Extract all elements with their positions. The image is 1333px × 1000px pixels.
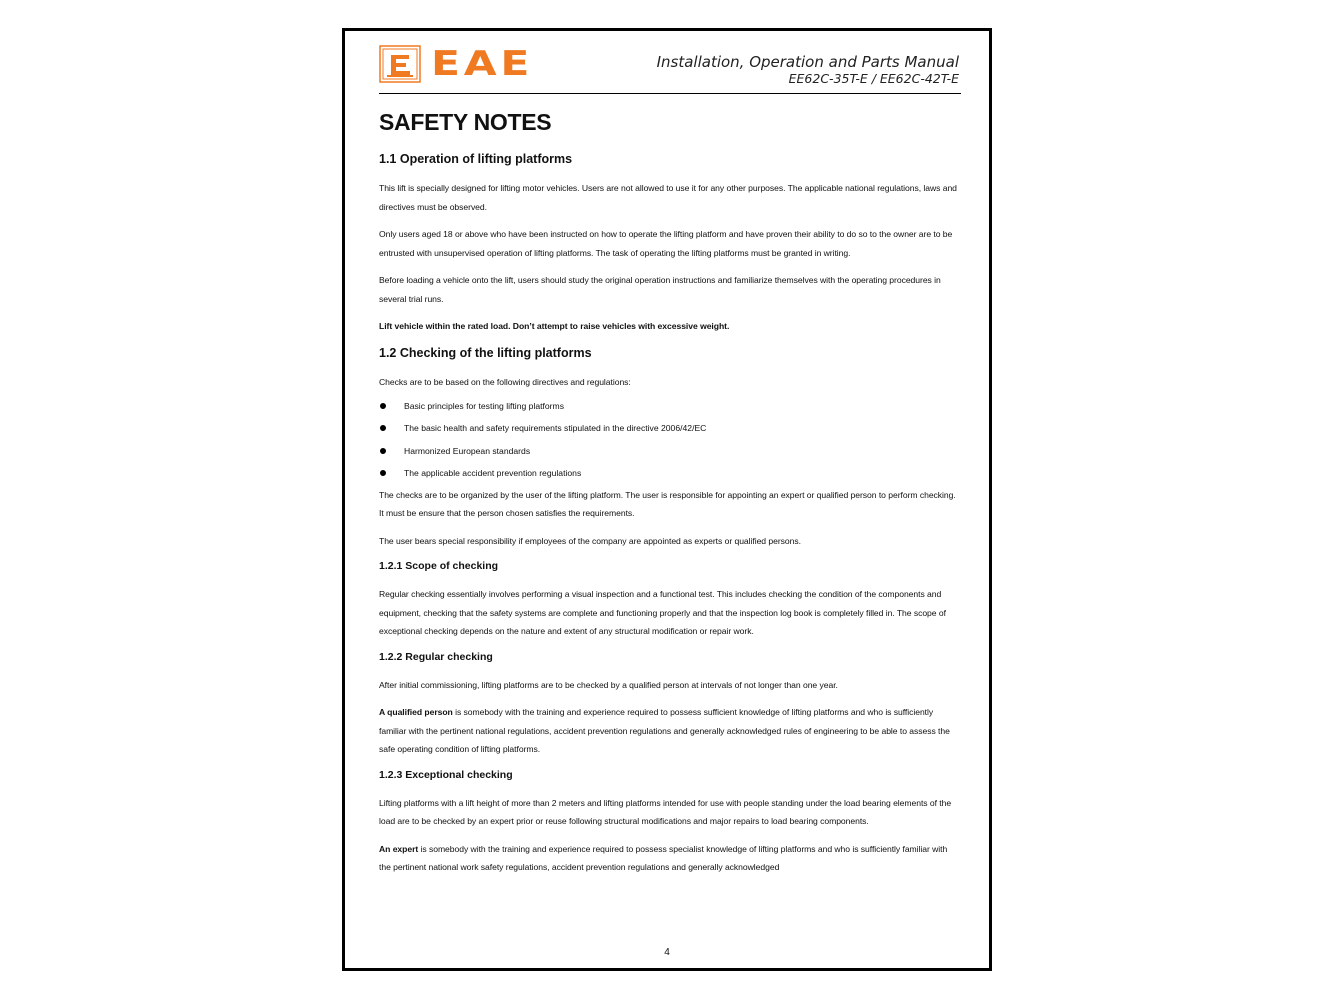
term-expert: An expert: [379, 843, 419, 854]
eae-logo-icon: [379, 45, 421, 83]
paragraph: The user bears special responsibility if employees of the company are appointed as experts or qualified persons.: [379, 535, 801, 546]
paragraph: Before loading a vehicle onto the lift, users should study the original operation instructions and familiarize themselves with the operating procedures in several trial runs.: [379, 275, 941, 304]
logo-wordmark: EAE: [431, 44, 534, 84]
paragraph: Regular checking essentially involves performing a visual inspection and a functional test. This includes checking the condition of the components and equipment, checking that the safety systems are complete and functioning properly and that the inspection log book is completely filled in. The scope of exceptional checking depends on the nature and extent of any structural modification or repair work.: [379, 589, 946, 637]
load-warning: Lift vehicle within the rated load. Don’t attempt to raise vehicles with excessive weight.: [379, 321, 730, 331]
paragraph: Lifting platforms with a lift height of more than 2 meters and lifting platforms intended for use with people standing under the load bearing elements of the load are to be checked by an expert prior or reuse following structural modifications and major repairs to load bearing components.: [379, 797, 952, 827]
section-heading-1-2-1: 1.2.1 Scope of checking: [379, 560, 499, 573]
document-page: [342, 28, 992, 971]
section-heading-1-1: 1.1 Operation of lifting platforms: [379, 152, 573, 166]
paragraph: [379, 840, 961, 877]
paragraph: Checks are to be based on the following directives and regulations:: [379, 376, 631, 387]
paragraph: This lift is specially designed for lifting motor vehicles. Users are not allowed to use it for any other purposes. The applicable national regulations, laws and directives must be observed.: [379, 183, 957, 212]
term-qualified-person: A qualified person: [379, 707, 453, 718]
list-item: Harmonized European standards: [379, 440, 961, 462]
model-numbers: EE62C-35T-E / EE62C-42T-E: [788, 71, 959, 86]
paragraph: After initial commissioning, lifting platforms are to be checked by a qualified person at intervals of not longer than one year.: [379, 679, 838, 690]
section-heading-1-2-3: 1.2.3 Exceptional checking: [379, 768, 513, 781]
paragraph: Only users aged 18 or above who have been instructed on how to operate the lifting platform and have proven their ability to do so to the owner are to be entrusted with unsupervised operation of lifting platforms. The task of operating the lifting platforms must be granted in writing.: [379, 229, 953, 258]
definition-text: is somebody with the training and experience required to possess sufficient knowledge of lifting platforms and who is sufficiently familiar with the pertinent national regulations, accident prevention regulations and generally acknowledged rules of engineering to be able to assess the safe operating condition of lifting platforms.: [379, 707, 950, 755]
page-title: SAFETY NOTES: [379, 109, 552, 135]
header-info: [657, 53, 959, 87]
section-heading-1-2: 1.2 Checking of the lifting platforms: [379, 345, 592, 360]
paragraph: The checks are to be organized by the user of the lifting platform. The user is responsible for appointing an expert or qualified person to perform checking. It must be ensure that the person chosen satisfies the requirements.: [379, 489, 956, 519]
section-heading-1-2-2: 1.2.2 Regular checking: [379, 650, 493, 663]
regulations-list: [379, 395, 961, 485]
definition-text: is somebody with the training and experience required to possess specialist knowledge of lifting platforms and who is sufficiently familiar with the pertinent national work safety regulations, accident prevention regulations and generally acknowledged: [379, 843, 948, 873]
manual-title: Installation, Operation and Parts Manual: [656, 53, 959, 71]
page-content: [379, 107, 961, 886]
list-item: The basic health and safety requirements stipulated in the directive 2006/42/EC: [379, 417, 961, 439]
paragraph: [379, 703, 961, 759]
page-header: [379, 43, 961, 94]
list-item: The applicable accident prevention regulations: [379, 462, 961, 484]
brand-logo: [379, 44, 534, 84]
list-item: Basic principles for testing lifting platforms: [379, 395, 961, 417]
page-number: 4: [664, 947, 670, 958]
